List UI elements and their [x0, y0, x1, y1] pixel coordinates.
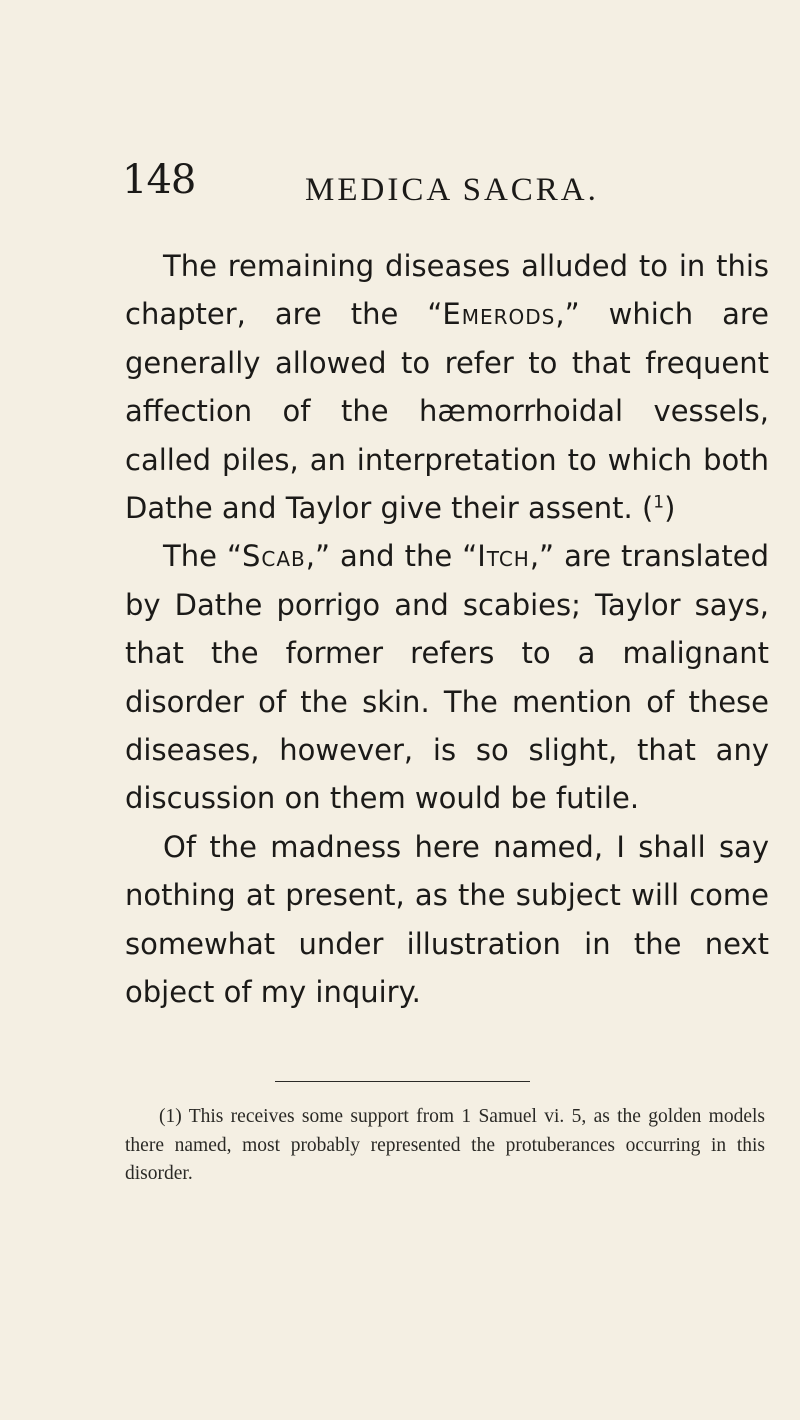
paragraph-emerods [125, 242, 769, 532]
footnote-divider [275, 1081, 530, 1082]
paragraph-text: ,” which are generally allowed to refer to that frequent affection of the hæmorrhoidal vessels, called piles, an interpretation to which both Dathe and Taylor give their assent. ( [125, 297, 769, 526]
term-emerods: Emerods [442, 297, 556, 332]
running-head [122, 158, 782, 208]
term-itch: Itch [477, 539, 530, 574]
paragraph-text: ) [664, 491, 676, 526]
paragraph-text: The “ [163, 539, 242, 574]
footnote-reference[interactable]: 1 [653, 492, 665, 513]
paragraph-text: The remaining diseases alluded to in this chapter, are the “ [125, 249, 769, 332]
paragraph-madness: Of the madness here named, I shall say nothing at present, as the subject will come somewhat under illustration in the next object of my inquiry. [125, 829, 769, 1010]
page-number: 148 [122, 157, 196, 203]
running-title: MEDICA SACRA. [305, 172, 599, 208]
paragraph-scab-itch [125, 532, 769, 822]
paragraph-text: ,” and the “ [305, 539, 478, 574]
footnote: (1) This receives some support from 1 Samuel vi. 5, as the golden models there named, most probably represented the protuberances occurring in this disorder. [125, 1106, 765, 1184]
term-scab: Scab [241, 539, 306, 574]
body-text [125, 242, 769, 1017]
paragraph-text: ,” are translated by Dathe porrigo and scabies; Taylor says, that the former refers to a malignant disorder of the skin. The mention of these diseases, however, is so slight, that any discussion on them would be futile. [125, 539, 769, 816]
